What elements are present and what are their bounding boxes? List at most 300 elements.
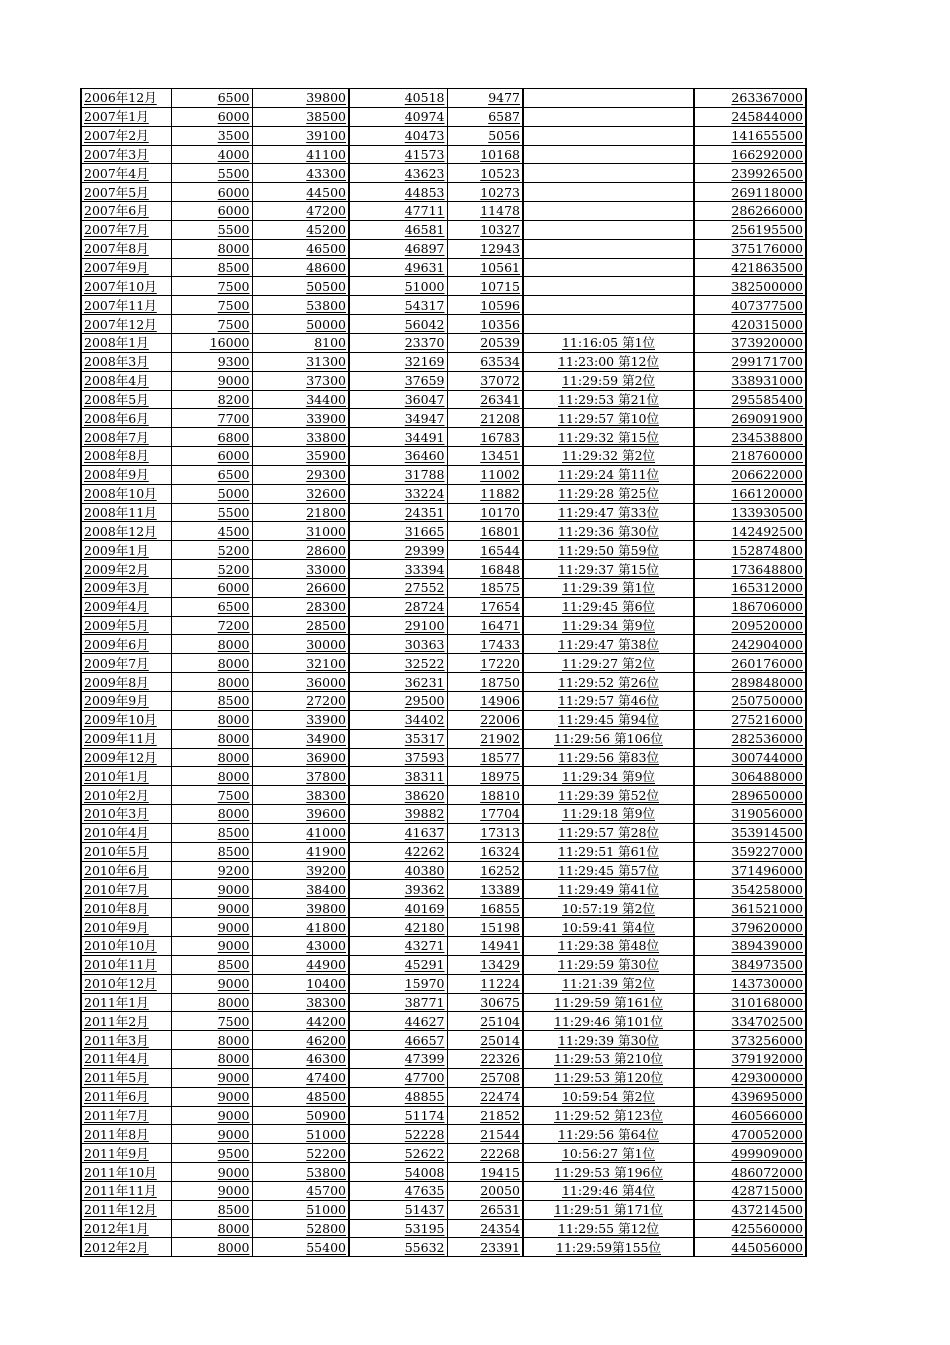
month-cell[interactable]: 2009年8月 — [81, 673, 171, 692]
min-price-cell[interactable]: 46500 — [252, 239, 349, 258]
month-cell[interactable]: 2008年12月 — [81, 522, 171, 541]
min-price-cell[interactable]: 39100 — [252, 126, 349, 145]
month-cell[interactable]: 2011年7月 — [81, 1106, 171, 1125]
bidders-cell[interactable]: 37072 — [447, 371, 523, 390]
avg-price-cell[interactable]: 39882 — [349, 805, 447, 824]
min-price-cell[interactable]: 38500 — [252, 107, 349, 126]
bid-time-rank-cell[interactable]: 11:29:47 第33位 — [523, 503, 694, 522]
bid-time-rank-cell[interactable]: 11:23:00 第12位 — [523, 352, 694, 371]
quota-cell[interactable]: 9000 — [171, 1106, 252, 1125]
month-cell[interactable]: 2008年7月 — [81, 428, 171, 447]
min-price-cell[interactable]: 28500 — [252, 616, 349, 635]
min-price-cell[interactable]: 26600 — [252, 578, 349, 597]
total-cell[interactable]: 234538800 — [694, 428, 806, 447]
min-price-cell[interactable]: 36900 — [252, 748, 349, 767]
total-cell[interactable]: 334702500 — [694, 1012, 806, 1031]
bidders-cell[interactable]: 14906 — [447, 692, 523, 711]
min-price-cell[interactable]: 50500 — [252, 277, 349, 296]
min-price-cell[interactable]: 41900 — [252, 842, 349, 861]
min-price-cell[interactable]: 51000 — [252, 1200, 349, 1219]
bidders-cell[interactable]: 11882 — [447, 484, 523, 503]
month-cell[interactable]: 2011年5月 — [81, 1068, 171, 1087]
month-cell[interactable]: 2008年9月 — [81, 465, 171, 484]
month-cell[interactable]: 2007年3月 — [81, 145, 171, 164]
quota-cell[interactable]: 8000 — [171, 1050, 252, 1069]
total-cell[interactable]: 209520000 — [694, 616, 806, 635]
month-cell[interactable]: 2007年6月 — [81, 202, 171, 221]
quota-cell[interactable]: 5500 — [171, 164, 252, 183]
bidders-cell[interactable]: 11478 — [447, 202, 523, 221]
quota-cell[interactable]: 8000 — [171, 729, 252, 748]
avg-price-cell[interactable]: 34402 — [349, 710, 447, 729]
month-cell[interactable]: 2009年10月 — [81, 710, 171, 729]
avg-price-cell[interactable]: 43271 — [349, 936, 447, 955]
quota-cell[interactable]: 5200 — [171, 541, 252, 560]
min-price-cell[interactable]: 48600 — [252, 258, 349, 277]
bid-time-rank-cell[interactable]: 11:29:28 第25位 — [523, 484, 694, 503]
month-cell[interactable]: 2008年3月 — [81, 352, 171, 371]
quota-cell[interactable]: 6000 — [171, 578, 252, 597]
month-cell[interactable]: 2009年7月 — [81, 654, 171, 673]
bid-time-rank-cell[interactable]: 11:29:51 第171位 — [523, 1200, 694, 1219]
avg-price-cell[interactable]: 53195 — [349, 1219, 447, 1238]
total-cell[interactable]: 354258000 — [694, 880, 806, 899]
total-cell[interactable]: 382500000 — [694, 277, 806, 296]
total-cell[interactable]: 319056000 — [694, 805, 806, 824]
avg-price-cell[interactable]: 52228 — [349, 1125, 447, 1144]
bid-time-rank-cell[interactable]: 11:29:46 第4位 — [523, 1181, 694, 1200]
bidders-cell[interactable]: 10168 — [447, 145, 523, 164]
quota-cell[interactable]: 9000 — [171, 974, 252, 993]
month-cell[interactable]: 2011年9月 — [81, 1144, 171, 1163]
bidders-cell[interactable]: 16855 — [447, 899, 523, 918]
avg-price-cell[interactable]: 56042 — [349, 315, 447, 334]
month-cell[interactable]: 2010年7月 — [81, 880, 171, 899]
total-cell[interactable]: 470052000 — [694, 1125, 806, 1144]
month-cell[interactable]: 2008年4月 — [81, 371, 171, 390]
avg-price-cell[interactable]: 40518 — [349, 89, 447, 108]
total-cell[interactable]: 445056000 — [694, 1238, 806, 1257]
total-cell[interactable]: 141655500 — [694, 126, 806, 145]
avg-price-cell[interactable]: 32169 — [349, 352, 447, 371]
bidders-cell[interactable]: 14941 — [447, 936, 523, 955]
total-cell[interactable]: 306488000 — [694, 767, 806, 786]
avg-price-cell[interactable]: 45291 — [349, 955, 447, 974]
quota-cell[interactable]: 7500 — [171, 296, 252, 315]
bid-time-rank-cell[interactable]: 11:29:57 第28位 — [523, 823, 694, 842]
month-cell[interactable]: 2007年1月 — [81, 107, 171, 126]
min-price-cell[interactable]: 44200 — [252, 1012, 349, 1031]
total-cell[interactable]: 186706000 — [694, 597, 806, 616]
min-price-cell[interactable]: 50900 — [252, 1106, 349, 1125]
min-price-cell[interactable]: 46200 — [252, 1031, 349, 1050]
quota-cell[interactable]: 6000 — [171, 107, 252, 126]
total-cell[interactable]: 379620000 — [694, 918, 806, 937]
quota-cell[interactable]: 16000 — [171, 333, 252, 352]
bidders-cell[interactable]: 16544 — [447, 541, 523, 560]
quota-cell[interactable]: 6000 — [171, 447, 252, 466]
avg-price-cell[interactable]: 41637 — [349, 823, 447, 842]
avg-price-cell[interactable]: 29500 — [349, 692, 447, 711]
month-cell[interactable]: 2009年11月 — [81, 729, 171, 748]
min-price-cell[interactable]: 39200 — [252, 861, 349, 880]
bid-time-rank-cell[interactable]: 11:29:59第155位 — [523, 1238, 694, 1257]
avg-price-cell[interactable]: 38620 — [349, 786, 447, 805]
avg-price-cell[interactable]: 35317 — [349, 729, 447, 748]
bid-time-rank-cell[interactable]: 11:29:51 第61位 — [523, 842, 694, 861]
total-cell[interactable]: 256195500 — [694, 220, 806, 239]
min-price-cell[interactable]: 36000 — [252, 673, 349, 692]
month-cell[interactable]: 2010年8月 — [81, 899, 171, 918]
bid-time-rank-cell[interactable]: 11:29:53 第210位 — [523, 1050, 694, 1069]
min-price-cell[interactable]: 30000 — [252, 635, 349, 654]
month-cell[interactable]: 2009年2月 — [81, 560, 171, 579]
avg-price-cell[interactable]: 47711 — [349, 202, 447, 221]
bidders-cell[interactable]: 11224 — [447, 974, 523, 993]
min-price-cell[interactable]: 37300 — [252, 371, 349, 390]
avg-price-cell[interactable]: 36460 — [349, 447, 447, 466]
min-price-cell[interactable]: 52800 — [252, 1219, 349, 1238]
total-cell[interactable]: 275216000 — [694, 710, 806, 729]
min-price-cell[interactable]: 43000 — [252, 936, 349, 955]
bid-time-rank-cell[interactable]: 11:29:38 第48位 — [523, 936, 694, 955]
quota-cell[interactable]: 9000 — [171, 1181, 252, 1200]
total-cell[interactable]: 260176000 — [694, 654, 806, 673]
min-price-cell[interactable]: 35900 — [252, 447, 349, 466]
min-price-cell[interactable]: 33800 — [252, 428, 349, 447]
bidders-cell[interactable]: 24354 — [447, 1219, 523, 1238]
month-cell[interactable]: 2007年10月 — [81, 277, 171, 296]
min-price-cell[interactable]: 51000 — [252, 1125, 349, 1144]
total-cell[interactable]: 460566000 — [694, 1106, 806, 1125]
bid-time-rank-cell[interactable]: 11:29:34 第9位 — [523, 616, 694, 635]
bid-time-rank-cell[interactable]: 11:29:53 第196位 — [523, 1163, 694, 1182]
total-cell[interactable]: 239926500 — [694, 164, 806, 183]
bidders-cell[interactable]: 22268 — [447, 1144, 523, 1163]
bidders-cell[interactable]: 20050 — [447, 1181, 523, 1200]
min-price-cell[interactable]: 44900 — [252, 955, 349, 974]
total-cell[interactable]: 242904000 — [694, 635, 806, 654]
total-cell[interactable]: 486072000 — [694, 1163, 806, 1182]
bidders-cell[interactable]: 30675 — [447, 993, 523, 1012]
bid-time-rank-cell[interactable]: 11:29:24 第11位 — [523, 465, 694, 484]
bid-time-rank-cell[interactable] — [523, 145, 694, 164]
min-price-cell[interactable]: 33900 — [252, 710, 349, 729]
quota-cell[interactable]: 7500 — [171, 786, 252, 805]
avg-price-cell[interactable]: 51437 — [349, 1200, 447, 1219]
bid-time-rank-cell[interactable]: 11:29:39 第30位 — [523, 1031, 694, 1050]
month-cell[interactable]: 2009年6月 — [81, 635, 171, 654]
total-cell[interactable]: 389439000 — [694, 936, 806, 955]
total-cell[interactable]: 269118000 — [694, 183, 806, 202]
quota-cell[interactable]: 7700 — [171, 409, 252, 428]
bidders-cell[interactable]: 9477 — [447, 89, 523, 108]
bidders-cell[interactable]: 16801 — [447, 522, 523, 541]
month-cell[interactable]: 2007年4月 — [81, 164, 171, 183]
total-cell[interactable]: 375176000 — [694, 239, 806, 258]
month-cell[interactable]: 2010年10月 — [81, 936, 171, 955]
bidders-cell[interactable]: 10596 — [447, 296, 523, 315]
avg-price-cell[interactable]: 38311 — [349, 767, 447, 786]
avg-price-cell[interactable]: 36231 — [349, 673, 447, 692]
total-cell[interactable]: 361521000 — [694, 899, 806, 918]
min-price-cell[interactable]: 31000 — [252, 522, 349, 541]
avg-price-cell[interactable]: 42180 — [349, 918, 447, 937]
total-cell[interactable]: 499909000 — [694, 1144, 806, 1163]
min-price-cell[interactable]: 47200 — [252, 202, 349, 221]
quota-cell[interactable]: 9000 — [171, 371, 252, 390]
bidders-cell[interactable]: 10715 — [447, 277, 523, 296]
min-price-cell[interactable]: 39600 — [252, 805, 349, 824]
quota-cell[interactable]: 7500 — [171, 277, 252, 296]
bid-time-rank-cell[interactable] — [523, 107, 694, 126]
min-price-cell[interactable]: 55400 — [252, 1238, 349, 1257]
total-cell[interactable]: 166120000 — [694, 484, 806, 503]
bidders-cell[interactable]: 22006 — [447, 710, 523, 729]
bidders-cell[interactable]: 22326 — [447, 1050, 523, 1069]
avg-price-cell[interactable]: 32522 — [349, 654, 447, 673]
total-cell[interactable]: 384973500 — [694, 955, 806, 974]
bid-time-rank-cell[interactable]: 11:29:37 第15位 — [523, 560, 694, 579]
avg-price-cell[interactable]: 52622 — [349, 1144, 447, 1163]
bidders-cell[interactable]: 16324 — [447, 842, 523, 861]
month-cell[interactable]: 2007年5月 — [81, 183, 171, 202]
min-price-cell[interactable]: 43300 — [252, 164, 349, 183]
month-cell[interactable]: 2010年12月 — [81, 974, 171, 993]
month-cell[interactable]: 2011年6月 — [81, 1087, 171, 1106]
bidders-cell[interactable]: 17654 — [447, 597, 523, 616]
min-price-cell[interactable]: 41800 — [252, 918, 349, 937]
bid-time-rank-cell[interactable]: 11:29:32 第15位 — [523, 428, 694, 447]
bid-time-rank-cell[interactable]: 11:21:39 第2位 — [523, 974, 694, 993]
month-cell[interactable]: 2011年11月 — [81, 1181, 171, 1200]
quota-cell[interactable]: 9000 — [171, 918, 252, 937]
quota-cell[interactable]: 4000 — [171, 145, 252, 164]
quota-cell[interactable]: 9000 — [171, 1068, 252, 1087]
bid-time-rank-cell[interactable]: 11:29:27 第2位 — [523, 654, 694, 673]
bidders-cell[interactable]: 13451 — [447, 447, 523, 466]
month-cell[interactable]: 2007年12月 — [81, 315, 171, 334]
bid-time-rank-cell[interactable]: 11:29:56 第64位 — [523, 1125, 694, 1144]
total-cell[interactable]: 263367000 — [694, 89, 806, 108]
bid-time-rank-cell[interactable]: 10:59:41 第4位 — [523, 918, 694, 937]
total-cell[interactable]: 245844000 — [694, 107, 806, 126]
total-cell[interactable]: 295585400 — [694, 390, 806, 409]
total-cell[interactable]: 353914500 — [694, 823, 806, 842]
bidders-cell[interactable]: 23391 — [447, 1238, 523, 1257]
quota-cell[interactable]: 9000 — [171, 1125, 252, 1144]
bidders-cell[interactable]: 21544 — [447, 1125, 523, 1144]
month-cell[interactable]: 2010年5月 — [81, 842, 171, 861]
bid-time-rank-cell[interactable]: 11:29:52 第26位 — [523, 673, 694, 692]
quota-cell[interactable]: 5500 — [171, 220, 252, 239]
month-cell[interactable]: 2008年5月 — [81, 390, 171, 409]
total-cell[interactable]: 289650000 — [694, 786, 806, 805]
total-cell[interactable]: 218760000 — [694, 447, 806, 466]
min-price-cell[interactable]: 39800 — [252, 89, 349, 108]
avg-price-cell[interactable]: 31665 — [349, 522, 447, 541]
total-cell[interactable]: 250750000 — [694, 692, 806, 711]
bidders-cell[interactable]: 17704 — [447, 805, 523, 824]
bidders-cell[interactable]: 10273 — [447, 183, 523, 202]
bidders-cell[interactable]: 21208 — [447, 409, 523, 428]
bidders-cell[interactable]: 6587 — [447, 107, 523, 126]
total-cell[interactable]: 166292000 — [694, 145, 806, 164]
month-cell[interactable]: 2007年11月 — [81, 296, 171, 315]
month-cell[interactable]: 2009年12月 — [81, 748, 171, 767]
quota-cell[interactable]: 5200 — [171, 560, 252, 579]
bid-time-rank-cell[interactable]: 11:29:34 第9位 — [523, 767, 694, 786]
month-cell[interactable]: 2011年2月 — [81, 1012, 171, 1031]
bidders-cell[interactable]: 18577 — [447, 748, 523, 767]
month-cell[interactable]: 2007年2月 — [81, 126, 171, 145]
month-cell[interactable]: 2006年12月 — [81, 89, 171, 108]
quota-cell[interactable]: 8000 — [171, 1219, 252, 1238]
month-cell[interactable]: 2012年2月 — [81, 1238, 171, 1257]
month-cell[interactable]: 2009年5月 — [81, 616, 171, 635]
min-price-cell[interactable]: 31300 — [252, 352, 349, 371]
quota-cell[interactable]: 3500 — [171, 126, 252, 145]
quota-cell[interactable]: 8000 — [171, 710, 252, 729]
quota-cell[interactable]: 5500 — [171, 503, 252, 522]
total-cell[interactable]: 407377500 — [694, 296, 806, 315]
month-cell[interactable]: 2007年9月 — [81, 258, 171, 277]
total-cell[interactable]: 142492500 — [694, 522, 806, 541]
bid-time-rank-cell[interactable]: 11:29:56 第106位 — [523, 729, 694, 748]
month-cell[interactable]: 2011年12月 — [81, 1200, 171, 1219]
bidders-cell[interactable]: 10170 — [447, 503, 523, 522]
bid-time-rank-cell[interactable]: 10:59:54 第2位 — [523, 1087, 694, 1106]
bidders-cell[interactable]: 16471 — [447, 616, 523, 635]
month-cell[interactable]: 2011年3月 — [81, 1031, 171, 1050]
avg-price-cell[interactable]: 46897 — [349, 239, 447, 258]
quota-cell[interactable]: 6800 — [171, 428, 252, 447]
total-cell[interactable]: 437214500 — [694, 1200, 806, 1219]
bidders-cell[interactable]: 18575 — [447, 578, 523, 597]
bidders-cell[interactable]: 26341 — [447, 390, 523, 409]
min-price-cell[interactable]: 39800 — [252, 899, 349, 918]
bid-time-rank-cell[interactable] — [523, 315, 694, 334]
bid-time-rank-cell[interactable] — [523, 296, 694, 315]
bidders-cell[interactable]: 17433 — [447, 635, 523, 654]
month-cell[interactable]: 2008年6月 — [81, 409, 171, 428]
quota-cell[interactable]: 9200 — [171, 861, 252, 880]
min-price-cell[interactable]: 28600 — [252, 541, 349, 560]
total-cell[interactable]: 359227000 — [694, 842, 806, 861]
bidders-cell[interactable]: 26531 — [447, 1200, 523, 1219]
bid-time-rank-cell[interactable] — [523, 183, 694, 202]
total-cell[interactable]: 173648800 — [694, 560, 806, 579]
avg-price-cell[interactable]: 30363 — [349, 635, 447, 654]
avg-price-cell[interactable]: 42262 — [349, 842, 447, 861]
total-cell[interactable]: 425560000 — [694, 1219, 806, 1238]
avg-price-cell[interactable]: 40974 — [349, 107, 447, 126]
quota-cell[interactable]: 8500 — [171, 258, 252, 277]
avg-price-cell[interactable]: 49631 — [349, 258, 447, 277]
total-cell[interactable]: 338931000 — [694, 371, 806, 390]
total-cell[interactable]: 439695000 — [694, 1087, 806, 1106]
month-cell[interactable]: 2007年8月 — [81, 239, 171, 258]
avg-price-cell[interactable]: 40380 — [349, 861, 447, 880]
quota-cell[interactable]: 8500 — [171, 955, 252, 974]
avg-price-cell[interactable]: 47635 — [349, 1181, 447, 1200]
quota-cell[interactable]: 7500 — [171, 1012, 252, 1031]
quota-cell[interactable]: 9000 — [171, 936, 252, 955]
bidders-cell[interactable]: 12943 — [447, 239, 523, 258]
min-price-cell[interactable]: 45700 — [252, 1181, 349, 1200]
total-cell[interactable]: 420315000 — [694, 315, 806, 334]
bidders-cell[interactable]: 22474 — [447, 1087, 523, 1106]
min-price-cell[interactable]: 48500 — [252, 1087, 349, 1106]
quota-cell[interactable]: 8500 — [171, 1200, 252, 1219]
avg-price-cell[interactable]: 44627 — [349, 1012, 447, 1031]
avg-price-cell[interactable]: 37659 — [349, 371, 447, 390]
bid-time-rank-cell[interactable]: 11:29:59 第2位 — [523, 371, 694, 390]
bidders-cell[interactable]: 10327 — [447, 220, 523, 239]
quota-cell[interactable]: 9000 — [171, 1163, 252, 1182]
min-price-cell[interactable]: 32100 — [252, 654, 349, 673]
avg-price-cell[interactable]: 44853 — [349, 183, 447, 202]
bidders-cell[interactable]: 18975 — [447, 767, 523, 786]
month-cell[interactable]: 2010年4月 — [81, 823, 171, 842]
avg-price-cell[interactable]: 55632 — [349, 1238, 447, 1257]
bidders-cell[interactable]: 17220 — [447, 654, 523, 673]
min-price-cell[interactable]: 10400 — [252, 974, 349, 993]
bid-time-rank-cell[interactable]: 11:29:52 第123位 — [523, 1106, 694, 1125]
bidders-cell[interactable]: 25014 — [447, 1031, 523, 1050]
total-cell[interactable]: 299171700 — [694, 352, 806, 371]
bidders-cell[interactable]: 5056 — [447, 126, 523, 145]
quota-cell[interactable]: 9000 — [171, 899, 252, 918]
min-price-cell[interactable]: 50000 — [252, 315, 349, 334]
bid-time-rank-cell[interactable] — [523, 164, 694, 183]
total-cell[interactable]: 269091900 — [694, 409, 806, 428]
min-price-cell[interactable]: 41000 — [252, 823, 349, 842]
bid-time-rank-cell[interactable] — [523, 258, 694, 277]
avg-price-cell[interactable]: 40169 — [349, 899, 447, 918]
month-cell[interactable]: 2011年1月 — [81, 993, 171, 1012]
quota-cell[interactable]: 7500 — [171, 315, 252, 334]
avg-price-cell[interactable]: 29100 — [349, 616, 447, 635]
quota-cell[interactable]: 9000 — [171, 880, 252, 899]
quota-cell[interactable]: 5000 — [171, 484, 252, 503]
total-cell[interactable]: 300744000 — [694, 748, 806, 767]
bid-time-rank-cell[interactable]: 10:56:27 第1位 — [523, 1144, 694, 1163]
bid-time-rank-cell[interactable]: 11:29:45 第94位 — [523, 710, 694, 729]
quota-cell[interactable]: 8000 — [171, 805, 252, 824]
bid-time-rank-cell[interactable]: 11:29:53 第120位 — [523, 1068, 694, 1087]
quota-cell[interactable]: 7200 — [171, 616, 252, 635]
bidders-cell[interactable]: 19415 — [447, 1163, 523, 1182]
month-cell[interactable]: 2008年10月 — [81, 484, 171, 503]
avg-price-cell[interactable]: 47399 — [349, 1050, 447, 1069]
total-cell[interactable]: 373920000 — [694, 333, 806, 352]
bidders-cell[interactable]: 63534 — [447, 352, 523, 371]
avg-price-cell[interactable]: 34947 — [349, 409, 447, 428]
avg-price-cell[interactable]: 43623 — [349, 164, 447, 183]
quota-cell[interactable]: 6500 — [171, 89, 252, 108]
total-cell[interactable]: 428715000 — [694, 1181, 806, 1200]
avg-price-cell[interactable]: 15970 — [349, 974, 447, 993]
min-price-cell[interactable]: 33000 — [252, 560, 349, 579]
bidders-cell[interactable]: 18810 — [447, 786, 523, 805]
month-cell[interactable]: 2010年1月 — [81, 767, 171, 786]
quota-cell[interactable]: 8000 — [171, 1238, 252, 1257]
bid-time-rank-cell[interactable]: 11:29:47 第38位 — [523, 635, 694, 654]
min-price-cell[interactable]: 38300 — [252, 786, 349, 805]
total-cell[interactable]: 286266000 — [694, 202, 806, 221]
total-cell[interactable]: 371496000 — [694, 861, 806, 880]
